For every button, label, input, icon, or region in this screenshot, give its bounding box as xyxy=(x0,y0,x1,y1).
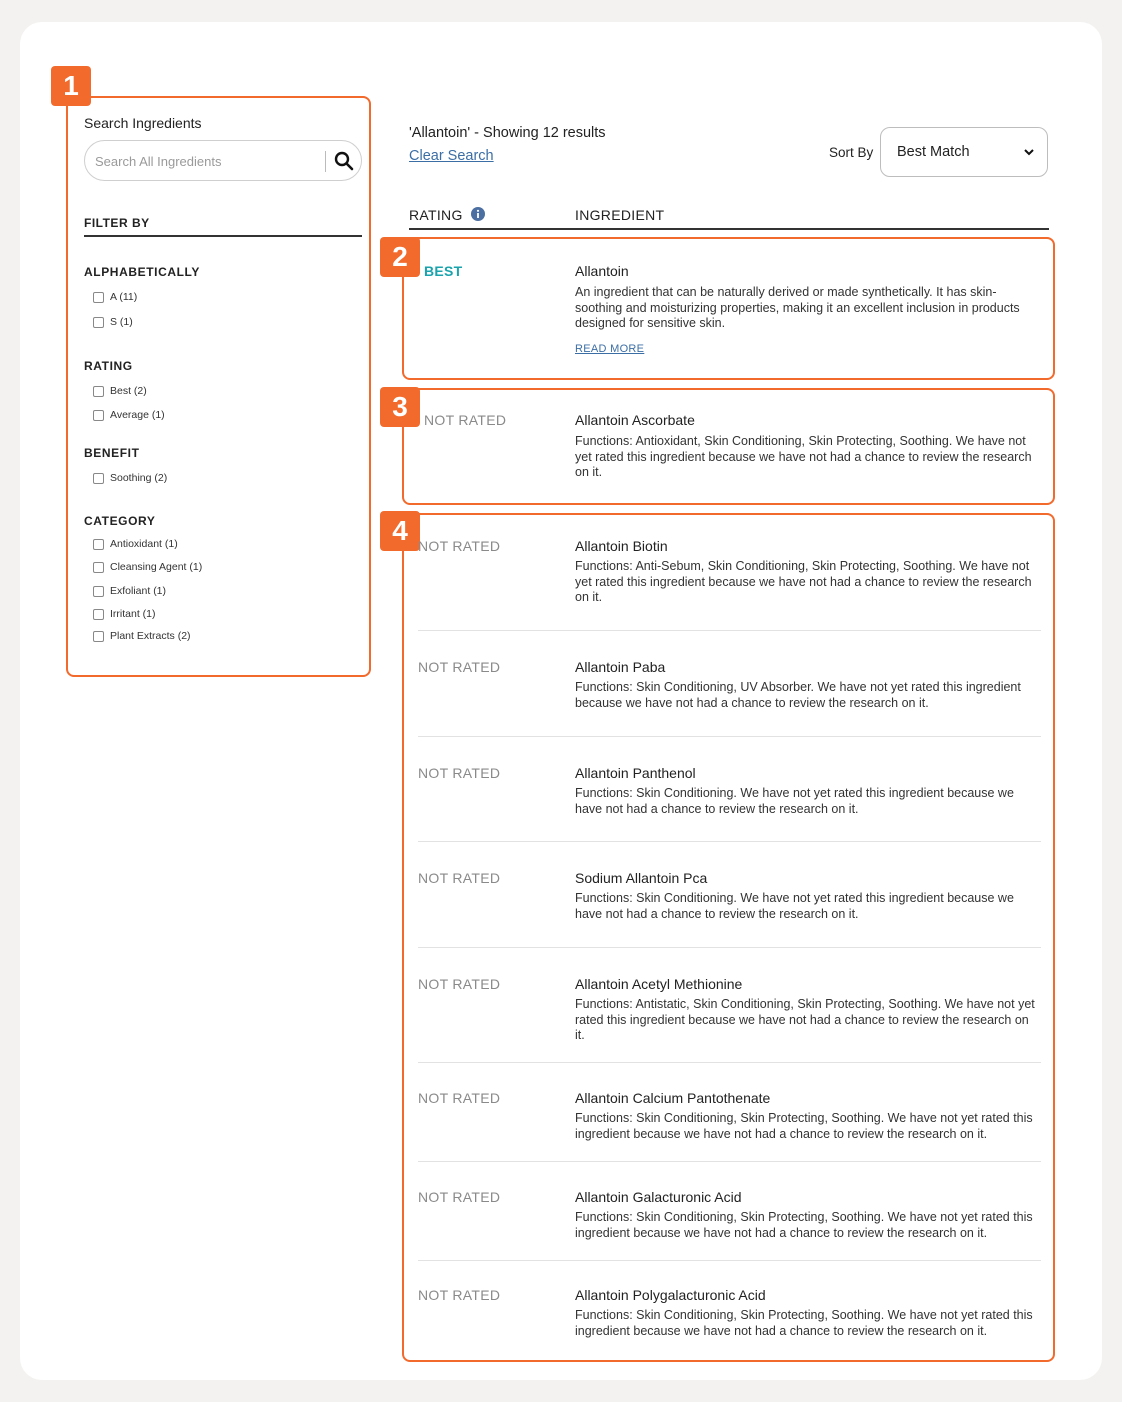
info-icon[interactable] xyxy=(471,207,485,221)
checkbox[interactable] xyxy=(93,292,104,303)
ingredient-name-link[interactable]: Allantoin Panthenol xyxy=(575,765,696,781)
ingredient-name-link[interactable]: Allantoin Biotin xyxy=(575,538,668,554)
annotation-badge-4: 4 xyxy=(380,511,420,551)
ingredient-description: Functions: Skin Conditioning, Skin Protecting, Soothing. We have not yet rated this ingredient because we have not had a chance to review the research on it. xyxy=(575,1111,1033,1141)
sort-select-value: Best Match xyxy=(897,144,970,160)
sort-select[interactable] xyxy=(880,127,1048,177)
filter-section-alphabetically: ALPHABETICALLY xyxy=(84,265,200,279)
ingredient-name-link[interactable]: Allantoin Acetyl Methionine xyxy=(575,976,743,992)
rating-label: NOT RATED xyxy=(418,870,501,886)
rating-label: NOT RATED xyxy=(418,1189,501,1205)
ingredient-description: Functions: Skin Conditioning. We have not yet rated this ingredient because we have not had a chance to review the research on it. xyxy=(575,786,1014,816)
annotation-badge-1: 1 xyxy=(51,66,91,106)
filter-option-average[interactable]: Average (1) xyxy=(93,409,165,421)
filter-section-rating: RATING xyxy=(84,359,133,373)
filter-option-soothing[interactable]: Soothing (2) xyxy=(93,472,167,484)
row-divider xyxy=(418,630,1041,631)
row-divider xyxy=(418,736,1041,737)
results-summary: 'Allantoin' - Showing 12 results xyxy=(409,125,606,141)
ingredient-name-link[interactable]: Sodium Allantoin Pca xyxy=(575,870,708,886)
row-divider xyxy=(418,841,1041,842)
rating-label: BEST xyxy=(424,263,463,279)
filter-option-a[interactable]: A (11) xyxy=(93,291,137,303)
rating-label: NOT RATED xyxy=(418,659,501,675)
ingredient-name-link[interactable]: Allantoin Polygalacturonic Acid xyxy=(575,1287,766,1303)
read-more-link[interactable]: READ MORE xyxy=(575,343,645,355)
sort-by-label: Sort By xyxy=(829,145,874,160)
ingredient-description: Functions: Anti-Sebum, Skin Conditioning, Skin Protecting, Soothing. We have not yet rated this ingredient because we have not had a chance to review the research on it. xyxy=(575,559,1032,604)
ingredient-name-link[interactable]: Allantoin Ascorbate xyxy=(575,412,695,428)
filter-option-exfoliant[interactable]: Exfoliant (1) xyxy=(93,585,166,597)
filter-option-s[interactable]: S (1) xyxy=(93,316,133,328)
filter-option-antioxidant[interactable]: Antioxidant (1) xyxy=(93,538,178,550)
rating-label: NOT RATED xyxy=(418,765,501,781)
column-header-rating: RATING xyxy=(409,207,463,223)
filter-option-irritant[interactable]: Irritant (1) xyxy=(93,608,156,620)
checkbox[interactable] xyxy=(93,473,104,484)
checkbox[interactable] xyxy=(93,386,104,397)
rating-label: NOT RATED xyxy=(424,412,507,428)
row-divider xyxy=(418,947,1041,948)
checkbox[interactable] xyxy=(93,410,104,421)
search-input[interactable] xyxy=(95,151,315,171)
annotation-badge-3: 3 xyxy=(380,387,420,427)
clear-search-link[interactable]: Clear Search xyxy=(409,148,494,164)
search-icon[interactable] xyxy=(334,151,354,171)
checkbox[interactable] xyxy=(93,317,104,328)
rating-label: NOT RATED xyxy=(418,538,501,554)
filter-option-best[interactable]: Best (2) xyxy=(93,385,147,397)
filter-by-heading: FILTER BY xyxy=(84,216,150,230)
filter-option-plant-extracts[interactable]: Plant Extracts (2) xyxy=(93,630,191,642)
checkbox[interactable] xyxy=(93,562,104,573)
ingredient-description: Functions: Skin Conditioning, Skin Protecting, Soothing. We have not yet rated this ingredient because we have not had a chance to review the research on it. xyxy=(575,1210,1033,1240)
rating-label: NOT RATED xyxy=(418,1287,501,1303)
ingredient-name-link[interactable]: Allantoin Paba xyxy=(575,659,666,675)
rating-label: NOT RATED xyxy=(418,976,501,992)
rating-label: NOT RATED xyxy=(418,1090,501,1106)
filter-section-category: CATEGORY xyxy=(84,514,156,528)
checkbox[interactable] xyxy=(93,609,104,620)
ingredient-name-link[interactable]: Allantoin xyxy=(575,263,629,279)
column-header-ingredient: INGREDIENT xyxy=(575,207,665,223)
row-divider xyxy=(418,1161,1041,1162)
checkbox[interactable] xyxy=(93,631,104,642)
row-divider xyxy=(418,1260,1041,1261)
column-header-divider xyxy=(409,228,1049,230)
row-divider xyxy=(418,1062,1041,1063)
checkbox[interactable] xyxy=(93,539,104,550)
ingredient-description: Functions: Skin Conditioning, Skin Protecting, Soothing. We have not yet rated this ingredient because we have not had a chance to review the research on it. xyxy=(575,1308,1033,1338)
search-box xyxy=(84,140,362,181)
search-divider xyxy=(325,151,326,172)
filter-divider xyxy=(84,235,362,237)
filter-option-cleansing-agent[interactable]: Cleansing Agent (1) xyxy=(93,561,202,573)
annotation-badge-2: 2 xyxy=(380,237,420,277)
ingredient-name-link[interactable]: Allantoin Galacturonic Acid xyxy=(575,1189,742,1205)
ingredient-name-link[interactable]: Allantoin Calcium Pantothenate xyxy=(575,1090,771,1106)
ingredient-description: An ingredient that can be naturally derived or made synthetically. It has skin-soothing and moisturizing properties, making it an excellent inclusion in products designed for sensitive skin. xyxy=(575,285,1020,330)
ingredient-description: Functions: Skin Conditioning. We have not yet rated this ingredient because we have not had a chance to review the research on it. xyxy=(575,891,1014,921)
ingredient-description: Functions: Skin Conditioning, UV Absorber. We have not yet rated this ingredient because we have not had a chance to review the research on it. xyxy=(575,680,1021,710)
ingredient-description: Functions: Antioxidant, Skin Conditioning, Skin Protecting, Soothing. We have not yet rated this ingredient because we have not had a chance to review the research on it. xyxy=(575,434,1032,479)
chevron-down-icon xyxy=(1023,146,1035,158)
ingredient-description: Functions: Antistatic, Skin Conditioning, Skin Protecting, Soothing. We have not yet rated this ingredient because we have not had a chance to review the research on it. xyxy=(575,997,1035,1042)
filter-section-benefit: BENEFIT xyxy=(84,446,140,460)
checkbox[interactable] xyxy=(93,586,104,597)
sidebar-title: Search Ingredients xyxy=(84,115,202,131)
